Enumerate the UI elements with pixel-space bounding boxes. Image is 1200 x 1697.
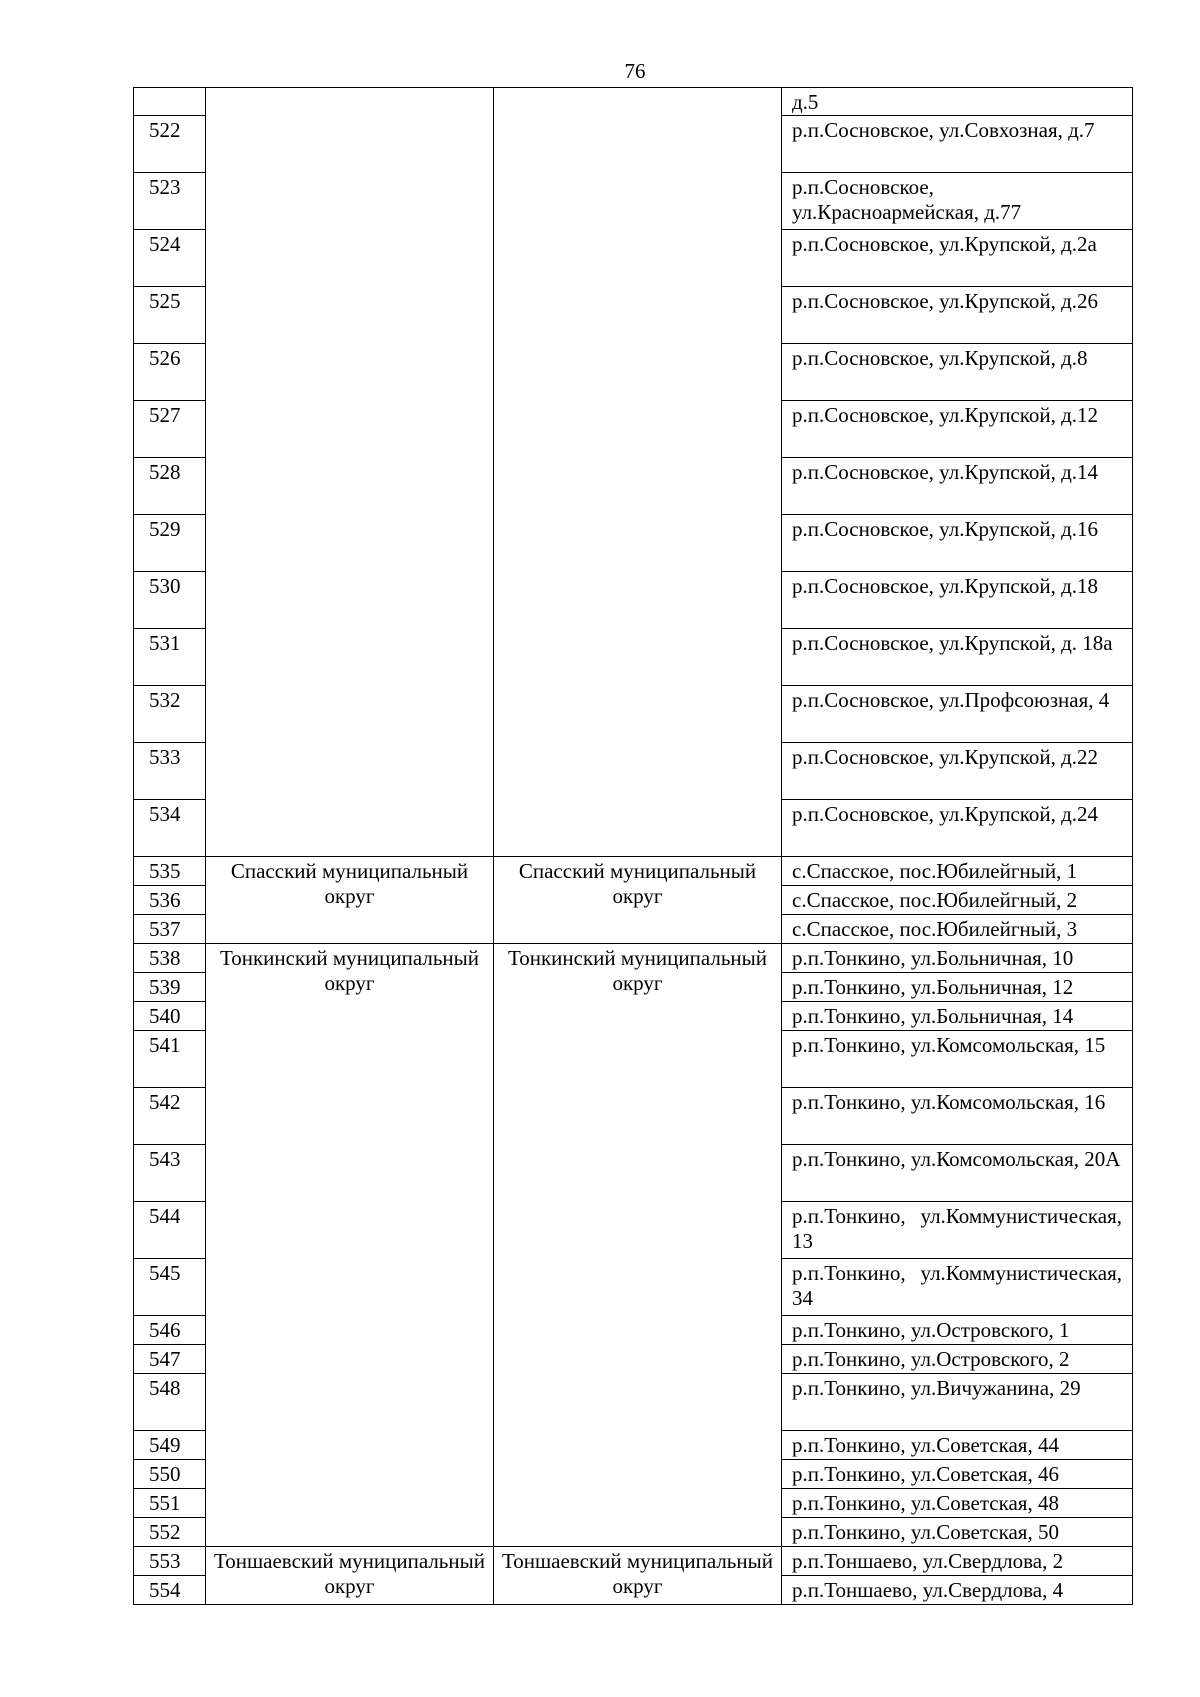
row-number-cell: 545 <box>134 1259 206 1316</box>
address-cell: р.п.Сосновское, ул.Красноармейская, д.77 <box>782 173 1133 230</box>
row-number-cell <box>134 88 206 116</box>
row-number-cell: 543 <box>134 1145 206 1202</box>
row-number-cell: 536 <box>134 886 206 915</box>
row-number-cell: 535 <box>134 857 206 886</box>
table-row <box>134 1547 1133 1576</box>
address-cell: р.п.Сосновское, ул.Крупской, д.22 <box>782 743 1133 800</box>
row-number-cell: 525 <box>134 287 206 344</box>
municipal-district-cell: Тонкинский муниципальный округ <box>206 944 494 1547</box>
address-cell: р.п.Тонкино, ул.Советская, 50 <box>782 1518 1133 1547</box>
address-cell: р.п.Сосновское, ул.Крупской, д.24 <box>782 800 1133 857</box>
row-number-cell: 540 <box>134 1002 206 1031</box>
table-body <box>134 88 1133 1605</box>
row-number-cell: 547 <box>134 1345 206 1374</box>
municipal-formation-cell: Тоншаевский муниципальный округ <box>494 1547 782 1605</box>
row-number-cell: 538 <box>134 944 206 973</box>
municipal-formation-cell: Тонкинский муниципальный округ <box>494 944 782 1547</box>
row-number-cell: 551 <box>134 1489 206 1518</box>
address-cell: с.Спасское, пос.Юбилейгный, 3 <box>782 915 1133 944</box>
address-cell: р.п.Тонкино, ул.Островского, 2 <box>782 1345 1133 1374</box>
row-number-cell: 544 <box>134 1202 206 1259</box>
row-number-cell: 531 <box>134 629 206 686</box>
row-number-cell: 534 <box>134 800 206 857</box>
row-number-cell: 530 <box>134 572 206 629</box>
address-cell: р.п.Тонкино, ул.Комсомольская, 15 <box>782 1031 1133 1088</box>
address-cell: р.п.Тонкино, ул.Комсомольская, 16 <box>782 1088 1133 1145</box>
address-cell: р.п.Тонкино, ул.Больничная, 10 <box>782 944 1133 973</box>
row-number-cell: 528 <box>134 458 206 515</box>
address-cell: р.п.Тонкино, ул.Больничная, 14 <box>782 1002 1133 1031</box>
address-cell: р.п.Сосновское, ул.Крупской, д. 18а <box>782 629 1133 686</box>
address-cell: р.п.Сосновское, ул.Крупской, д.18 <box>782 572 1133 629</box>
address-cell: р.п.Сосновское, ул.Крупской, д.8 <box>782 344 1133 401</box>
municipal-formation-cell <box>494 88 782 857</box>
row-number-cell: 532 <box>134 686 206 743</box>
row-number-cell: 529 <box>134 515 206 572</box>
address-cell: р.п.Тонкино, ул.Коммунистическая, 13 <box>782 1202 1133 1259</box>
page-number: 76 <box>624 59 646 83</box>
municipal-district-cell <box>206 88 494 857</box>
address-cell: д.5 <box>782 88 1133 116</box>
row-number-cell: 524 <box>134 230 206 287</box>
address-cell: р.п.Сосновское, ул.Совхозная, д.7 <box>782 116 1133 173</box>
row-number-cell: 542 <box>134 1088 206 1145</box>
address-cell: р.п.Тонкино, ул.Комсомольская, 20А <box>782 1145 1133 1202</box>
address-cell: р.п.Сосновское, ул.Крупской, д.16 <box>782 515 1133 572</box>
address-cell: с.Спасское, пос.Юбилейгный, 1 <box>782 857 1133 886</box>
address-cell: р.п.Тонкино, ул.Островского, 1 <box>782 1316 1133 1345</box>
row-number-cell: 541 <box>134 1031 206 1088</box>
row-number-cell: 539 <box>134 973 206 1002</box>
address-cell: р.п.Тонкино, ул.Коммунистическая, 34 <box>782 1259 1133 1316</box>
address-cell: р.п.Тонкино, ул.Советская, 44 <box>782 1431 1133 1460</box>
row-number-cell: 546 <box>134 1316 206 1345</box>
row-number-cell: 549 <box>134 1431 206 1460</box>
address-cell: р.п.Сосновское, ул.Крупской, д.2а <box>782 230 1133 287</box>
table-row <box>134 944 1133 973</box>
row-number-cell: 537 <box>134 915 206 944</box>
row-number-cell: 523 <box>134 173 206 230</box>
row-number-cell: 527 <box>134 401 206 458</box>
address-cell: р.п.Тоншаево, ул.Свердлова, 4 <box>782 1576 1133 1605</box>
municipal-district-cell: Тоншаевский муниципальный округ <box>206 1547 494 1605</box>
row-number-cell: 552 <box>134 1518 206 1547</box>
address-cell: р.п.Тонкино, ул.Больничная, 12 <box>782 973 1133 1002</box>
table-row <box>134 857 1133 886</box>
table-row <box>134 88 1133 116</box>
row-number-cell: 548 <box>134 1374 206 1431</box>
row-number-cell: 526 <box>134 344 206 401</box>
address-cell: р.п.Сосновское, ул.Профсоюзная, 4 <box>782 686 1133 743</box>
address-cell: р.п.Тонкино, ул.Советская, 46 <box>782 1460 1133 1489</box>
polling-stations-table <box>133 87 1133 1605</box>
row-number-cell: 554 <box>134 1576 206 1605</box>
row-number-cell: 533 <box>134 743 206 800</box>
municipal-formation-cell: Спасский муниципальный округ <box>494 857 782 944</box>
row-number-cell: 553 <box>134 1547 206 1576</box>
address-cell: р.п.Сосновское, ул.Крупской, д.14 <box>782 458 1133 515</box>
address-cell: с.Спасское, пос.Юбилейгный, 2 <box>782 886 1133 915</box>
address-cell: р.п.Сосновское, ул.Крупской, д.26 <box>782 287 1133 344</box>
municipal-district-cell: Спасский муниципальный округ <box>206 857 494 944</box>
address-cell: р.п.Тонкино, ул.Советская, 48 <box>782 1489 1133 1518</box>
row-number-cell: 522 <box>134 116 206 173</box>
address-cell: р.п.Тоншаево, ул.Свердлова, 2 <box>782 1547 1133 1576</box>
row-number-cell: 550 <box>134 1460 206 1489</box>
address-cell: р.п.Сосновское, ул.Крупской, д.12 <box>782 401 1133 458</box>
address-cell: р.п.Тонкино, ул.Вичужанина, 29 <box>782 1374 1133 1431</box>
